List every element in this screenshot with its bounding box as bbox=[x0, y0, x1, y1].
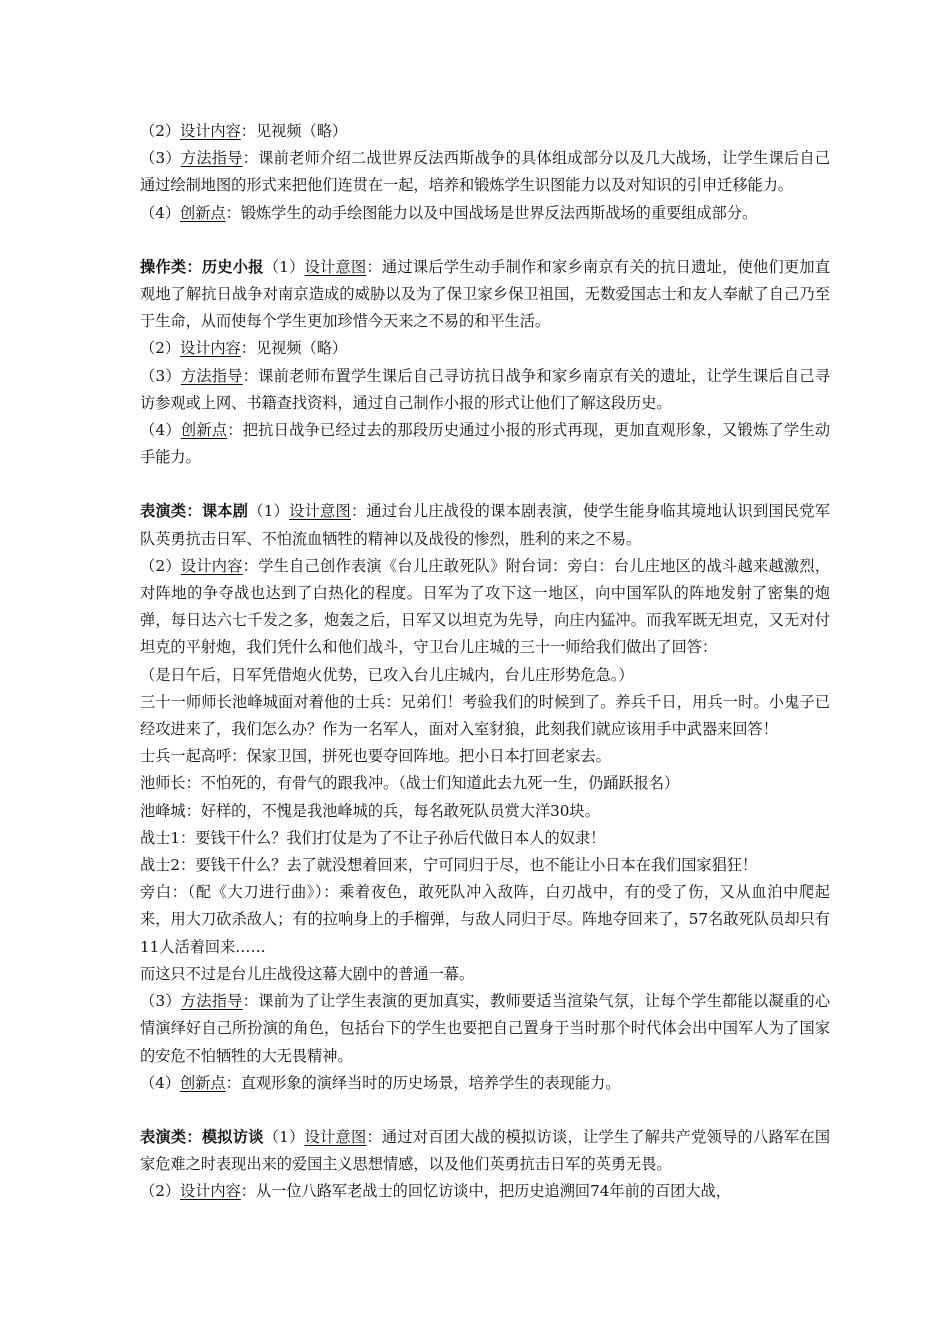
paragraph-design-intent bbox=[140, 254, 830, 336]
script-line: 池师长：不怕死的，有骨气的跟我冲。（战士们知道此去九死一生，仍踊跃报名） bbox=[140, 774, 680, 793]
document-page bbox=[140, 118, 830, 1206]
spacer bbox=[140, 471, 830, 498]
script-line: （是日午后，日军凭借炮火优势，已攻入台儿庄城内，台儿庄形势危急。） bbox=[140, 665, 634, 684]
item-number: （3） bbox=[140, 149, 181, 168]
item-number: （4） bbox=[140, 1073, 181, 1092]
item-number: （4） bbox=[140, 203, 181, 222]
paragraph-text: ：从一位八路军老战士的回忆访谈中，把历史追溯回74年前的百团大战， bbox=[240, 1182, 731, 1201]
script-line: 士兵一起高呼：保家卫国，拼死也要夺回阵地。把小日本打回老家去。 bbox=[140, 747, 611, 766]
method-guide-label: 方法指导 bbox=[180, 149, 243, 168]
item-number: （2） bbox=[140, 122, 181, 140]
item-number: （3） bbox=[140, 366, 181, 385]
script-line: 旁白：（配《大刀进行曲》）：乘着夜色，敢死队冲入敌阵，白刃战中，有的受了伤，又从血泊中爬起来，用大刀砍杀敌人；有的拉响身上的手榴弹，与敌人同归于尽。阵地夺回来了，57名敢死队员却只有11人活着回来…… bbox=[140, 883, 830, 956]
design-content-label: 设计内容 bbox=[180, 556, 243, 575]
item-number: （3） bbox=[140, 992, 181, 1011]
section-title: 操作类：历史小报 bbox=[140, 257, 264, 276]
design-intent-label: 设计意图 bbox=[304, 1127, 367, 1146]
paragraph-text: ：把抗日战争已经过去的那段历史通过小报的形式再现，更加直观形象，又锻炼了学生动手能力。 bbox=[140, 421, 831, 467]
method-guide-label: 方法指导 bbox=[180, 366, 243, 385]
script-line: 三十一师师长池峰城面对着他的士兵：兄弟们！考验我们的时候到了。养兵千日，用兵一时。小鬼子已经攻进来了，我们怎么办？作为一名军人，面对入室豺狼，此刻我们就应该用手中武器来回答！ bbox=[140, 692, 830, 739]
paragraph-innovation bbox=[140, 417, 830, 471]
item-number: （1） bbox=[263, 257, 305, 276]
item-number: （1） bbox=[248, 502, 290, 521]
spacer bbox=[140, 227, 830, 254]
paragraph-text: ：通过课后学生动手制作和家乡南京有关的抗日遗址，使他们更加直观地了解抗日战争对南京造成的威胁以及为了保卫家乡保卫祖国，无数爱国志士和友人奉献了自己乃至于生命，从而使每个学生更加珍惜今天来之不易的和平生活。 bbox=[140, 257, 831, 331]
paragraph-text: ：课前老师布置学生课后自己寻访抗日战争和家乡南京有关的遗址，让学生课后自己寻访参观或上网、书籍查找资料，通过自己制作小报的形式让他们了解这段历史。 bbox=[140, 366, 831, 412]
script-line: 战士2：要钱干什么？去了就没想着回来，宁可同归于尽，也不能让小日本在我们国家猖狂！ bbox=[140, 856, 758, 875]
paragraph-design-content bbox=[140, 118, 830, 145]
script-line: 而这只不过是台儿庄战役这幕大剧中的普通一幕。 bbox=[140, 964, 475, 983]
paragraph-design-content bbox=[140, 1178, 830, 1205]
paragraph-text: ：锻炼学生的动手绘图能力以及中国战场是世界反法西斯战场的重要组成部分。 bbox=[225, 203, 758, 222]
design-intent-label: 设计意图 bbox=[289, 502, 351, 521]
paragraph-method-guide bbox=[140, 145, 830, 199]
paragraph-text: ：直观形象的演绎当时的历史场景，培养学生的表现能力。 bbox=[225, 1073, 621, 1092]
paragraph-method-guide bbox=[140, 363, 830, 417]
paragraph-design-content bbox=[140, 335, 830, 362]
item-number: （2） bbox=[140, 339, 181, 358]
paragraph-design-intent bbox=[140, 1124, 830, 1178]
paragraph-design-content bbox=[140, 553, 830, 662]
item-number: （2） bbox=[140, 556, 181, 575]
script-line: 池峰城：好样的，不愧是我池峰城的兵，每名敢死队员赏大洋30块。 bbox=[140, 801, 600, 820]
design-content-label: 设计内容 bbox=[180, 1182, 241, 1201]
innovation-label: 创新点 bbox=[180, 203, 226, 222]
paragraph-text: ：课前老师介绍二战世界反法西斯战争的具体组成部分以及几大战场，让学生课后自己通过绘制地图的形式来把他们连贯在一起，培养和锻炼学生识图能力以及对知识的引申迁移能力。 bbox=[140, 149, 831, 195]
paragraph-text: ：通过对百团大战的模拟访谈，让学生了解共产党领导的八路军在国家危难之时表现出来的爱国主义思想情感，以及他们英勇抗击日军的英勇无畏。 bbox=[140, 1127, 831, 1174]
paragraph-text: ：见视频（略） bbox=[240, 339, 348, 358]
innovation-label: 创新点 bbox=[180, 1073, 226, 1092]
paragraph-method-guide bbox=[140, 988, 830, 1070]
method-guide-label: 方法指导 bbox=[180, 992, 243, 1011]
paragraph-innovation bbox=[140, 1070, 830, 1097]
item-number: （1） bbox=[263, 1127, 305, 1146]
spacer bbox=[140, 1097, 830, 1124]
innovation-label: 创新点 bbox=[180, 421, 228, 440]
paragraph-text: ：见视频（略） bbox=[240, 122, 348, 140]
paragraph-text: ：课前为了让学生表演的更加真实，教师要适当渲染气氛，让每个学生都能以凝重的心情演绎好自己所扮演的角色，包括台下的学生也要把自己置身于当时那个时代体会出中国军人为了国家的安危不怕牺牲的大无畏精神。 bbox=[140, 992, 831, 1065]
section-title: 表演类：模拟访谈 bbox=[140, 1127, 264, 1146]
paragraph-text: ：通过台儿庄战役的课本剧表演，使学生能身临其境地认识到国民党军队英勇抗击日军、不怕流血牺牲的精神以及战役的惨烈，胜利的来之不易。 bbox=[140, 502, 831, 548]
item-number: （4） bbox=[140, 421, 181, 440]
design-intent-label: 设计意图 bbox=[304, 257, 367, 276]
item-number: （2） bbox=[140, 1182, 181, 1201]
design-content-label: 设计内容 bbox=[180, 339, 241, 358]
section-title: 表演类：课本剧 bbox=[140, 502, 249, 521]
paragraph-text: ：学生自己创作表演《台儿庄敢死队》附台词：旁白：台儿庄地区的战斗越来越激烈，对阵地的争夺战也达到了白热化的程度。日军为了攻下这一地区，向中国军队的阵地发射了密集的炮弹，每日达六七千发之多，炮轰之后，日军又以坦克为先导，向庄内猛冲。而我军既无坦克，又无对付坦克的平射炮，我们凭什么和他们战斗，守卫台儿庄城的三十一师给我们做出了回答： bbox=[140, 556, 831, 657]
design-content-label: 设计内容 bbox=[180, 122, 241, 140]
script-line: 战士1：要钱干什么？我们打仗是为了不让子孙后代做日本人的奴隶！ bbox=[140, 828, 606, 847]
paragraph-innovation bbox=[140, 200, 830, 227]
paragraph-design-intent bbox=[140, 498, 830, 552]
